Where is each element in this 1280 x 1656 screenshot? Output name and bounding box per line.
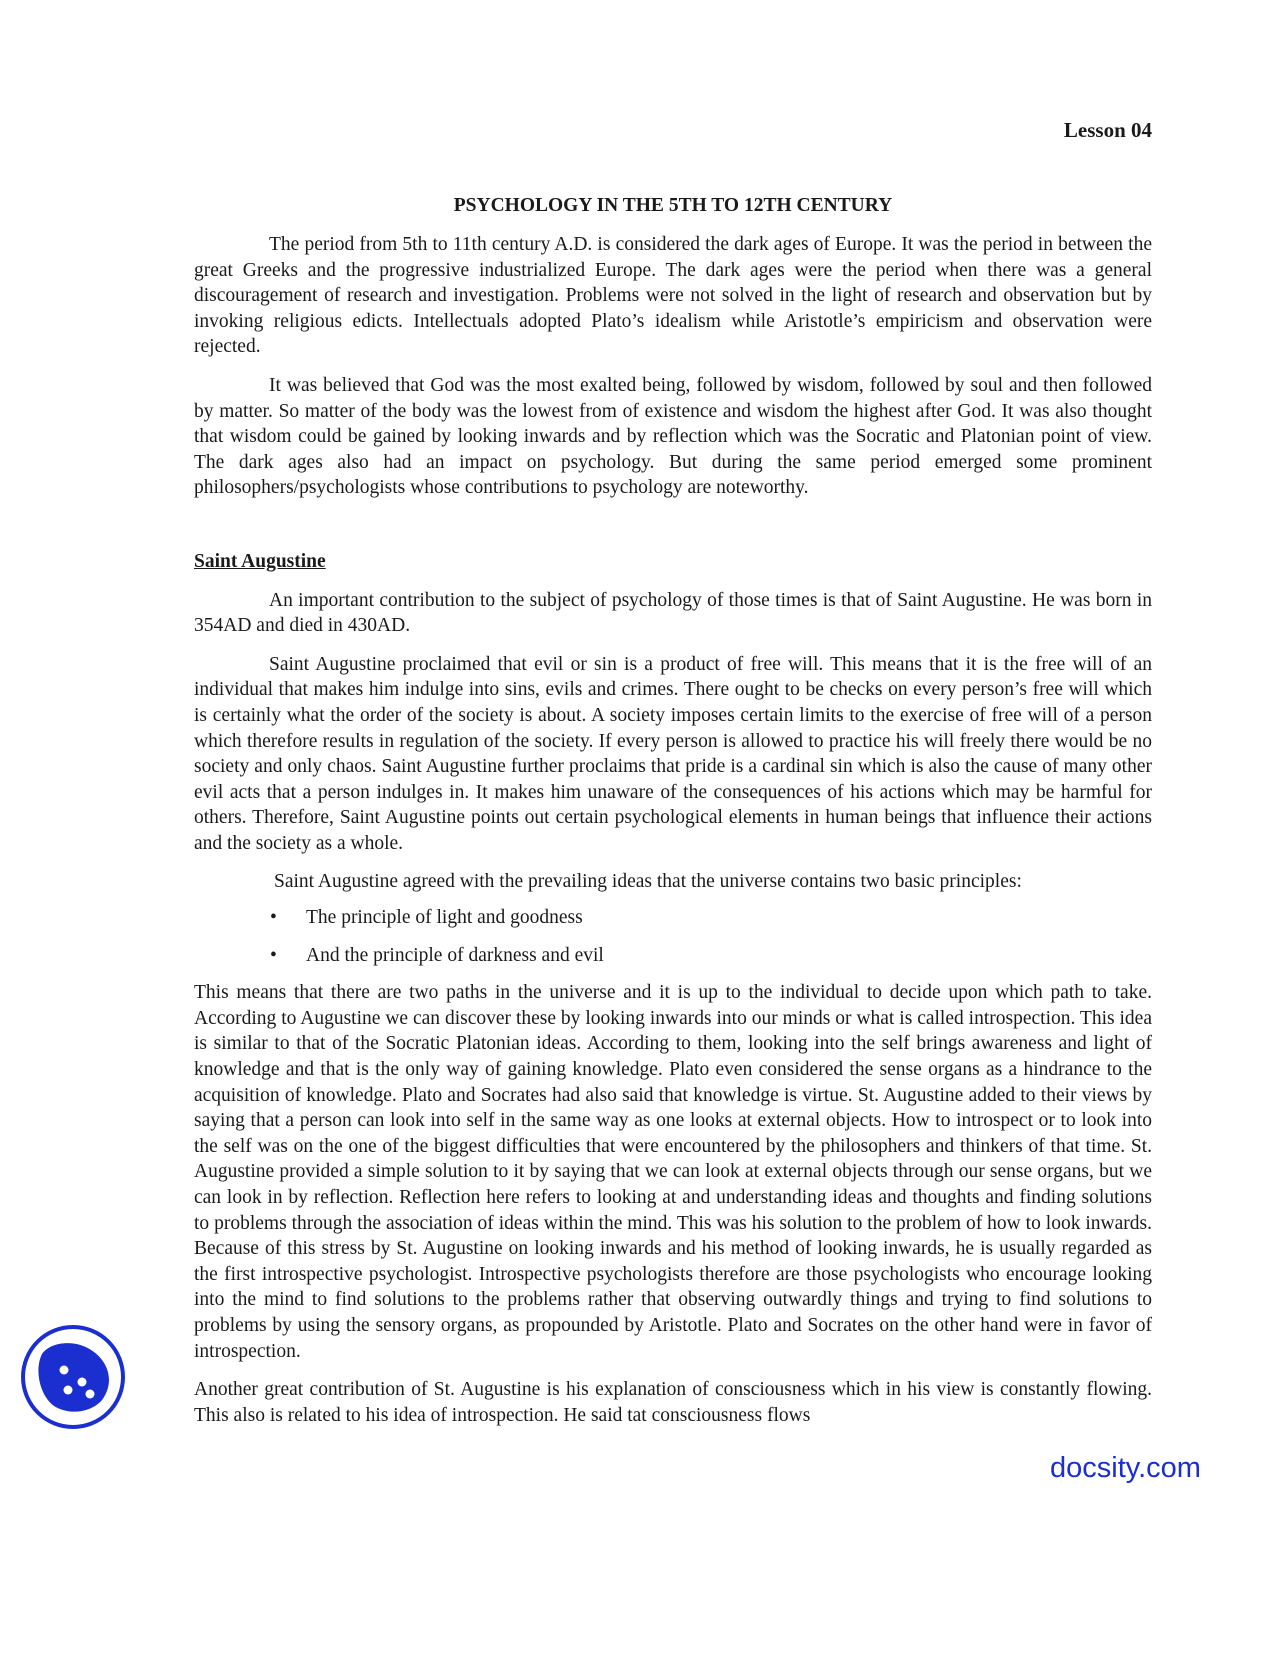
docsity-logo-icon — [20, 1324, 126, 1430]
paragraph-introspection: This means that there are two paths in the universe and it is up to the individual to decide upon which path to take. According to Augustine we can discover these by looking inwards into our minds or what is called introspection. This idea is similar to that of the Socratic Platonian ideas. According to them, looking into the self brings awareness and light of knowledge and that is the only way of gaining knowledge. Plato even considered the sense organs as a hindrance to the acquisition of knowledge. Plato and Socrates had also said that knowledge is virtue. St. Augustine added to their views by saying that a person can look into self in the same way as one looks at external objects. How to introspect or to look into the self was on the one of the biggest difficulties that were encountered by the philosophers and thinkers of that time. St. Augustine provided a simple solution to it by saying that we can look at external objects through our sense organs, but we can look in by reflection. Reflection here refers to looking at and understanding ideas and thoughts and finding solutions to problems through the association of ideas within the mind. This was his solution to the problem of how to look inwards. Because of this stress by St. Augustine on looking inwards and his method of looking inwards, he is usually regarded as the first introspective psychologist. Introspective psychologists therefore are those psychologists who encourage looking into the mind to find solutions to the problems rather that observing outwardly things and trying to find solutions to problems by using the sensory organs, as propounded by Aristotle. Plato and Socrates on the other hand were in favor of introspection. — [194, 982, 1152, 1362]
paragraph-belief: It was believed that God was the most exalted being, followed by wisdom, followed by soul and then followed by matter. So matter of the body was the lowest from of existence and wisdom the highest after God. It was also thought that wisdom could be gained by looking inwards and by reflection which was the Socratic and Platonian point of view. The dark ages also had an impact on psychology. But during the same period emerged some prominent philosophers/psychologists whose contributions to psychology are noteworthy. — [194, 374, 1152, 499]
page-title: PSYCHOLOGY IN THE 5TH TO 12TH CENTURY — [453, 195, 893, 216]
list-item — [194, 905, 1152, 931]
document-page — [194, 0, 1152, 1656]
paragraph-principles: Saint Augustine agreed with the prevailing ideas that the universe contains two basic principles: — [274, 871, 1022, 893]
bullet-icon: • — [270, 907, 277, 929]
section-heading: Saint Augustine — [194, 550, 326, 572]
principles-list — [194, 905, 1152, 968]
paragraph-free-will: Saint Augustine proclaimed that evil or sin is a product of free will. This means that it is the free will of an individual that makes him indulge into sins, evils and crimes. There ought to be checks on every person’s free will which is certainly what the order of the society is about. A society imposes certain limits to the exercise of free will of a person which therefore results in regulation of the society. If every person is allowed to practice his will freely there would be no society and only chaos. Saint Augustine further proclaims that pride is a cardinal sin which is also the cause of many other evil acts that a person indulges in. It makes him unaware of the consequences of his actions which may be harmful for others. Therefore, Saint Augustine points out certain psychological elements in human beings that influence their actions and the society as a whole. — [194, 653, 1152, 854]
watermark-text: docsity.com — [1050, 1452, 1201, 1484]
paragraph-intro: The period from 5th to 11th century A.D. is considered the dark ages of Europe. It was the period in between the great Greeks and the progressive industrialized Europe. The dark ages were the period when there was a general discouragement of research and investigation. Problems were not solved in the light of research and observation but by invoking religious edicts. Intellectuals adopted Plato’s idealism while Aristotle’s empiricism and observation were rejected. — [194, 234, 1152, 358]
bullet-icon: • — [270, 944, 277, 966]
paragraph-consciousness: Another great contribution of St. Augustine is his explanation of consciousness which in his view is constantly flowing. This also is related to his idea of introspection. He said tat consciousness flows — [194, 1379, 1152, 1426]
list-item-text: The principle of light and goodness — [306, 907, 583, 929]
list-item — [194, 943, 1152, 969]
lesson-label: Lesson 04 — [1063, 118, 1152, 142]
list-item-text: And the principle of darkness and evil — [306, 944, 604, 966]
paragraph-augustine-intro: An important contribution to the subject of psychology of those times is that of Saint Augustine. He was born in 354AD and died in 430AD. — [194, 589, 1152, 637]
document-body — [194, 232, 1152, 1428]
